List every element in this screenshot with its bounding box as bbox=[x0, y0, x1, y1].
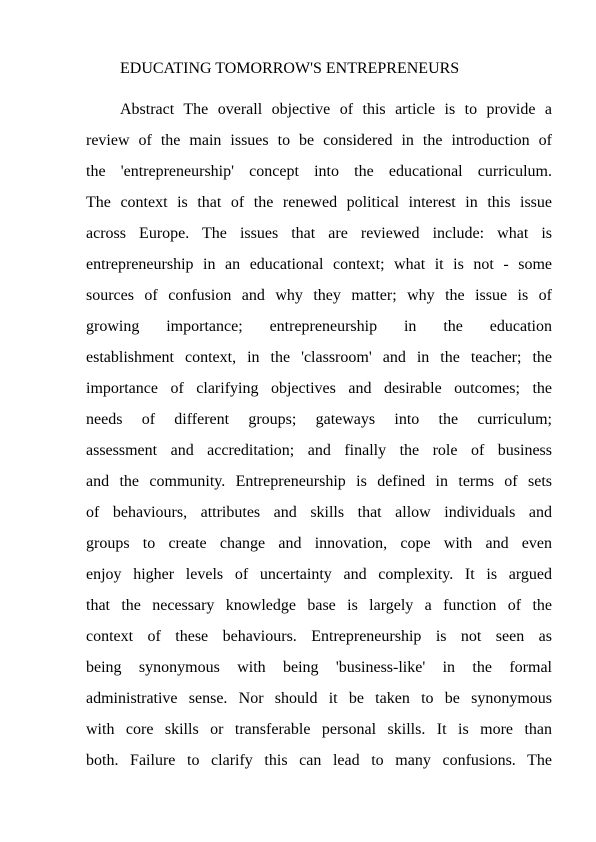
text-line: administrative sense. Nor should it be taken to be synonymous bbox=[86, 690, 552, 707]
text-line: sources of confusion and why they matter; why the issue is of bbox=[86, 287, 552, 304]
text-line: and the community. Entrepreneurship is defined in terms of sets bbox=[86, 473, 552, 490]
document-title: EDUCATING TOMORROW'S ENTREPRENEURS bbox=[120, 60, 460, 77]
text-line: enjoy higher levels of uncertainty and complexity. It is argued bbox=[86, 566, 552, 583]
text-line: groups to create change and innovation, cope with and even bbox=[86, 535, 552, 552]
text-line: importance of clarifying objectives and desirable outcomes; the bbox=[86, 380, 552, 397]
text-line: entrepreneurship in an educational context; what it is not - some bbox=[86, 256, 552, 273]
text-line: context of these behaviours. Entrepreneurship is not seen as bbox=[86, 628, 552, 645]
text-line: needs of different groups; gateways into the curriculum; bbox=[86, 411, 552, 428]
text-line: that the necessary knowledge base is largely a function of the bbox=[86, 597, 552, 614]
text-line: of behaviours, attributes and skills that allow individuals and bbox=[86, 504, 552, 521]
text-line: being synonymous with being 'business-like' in the formal bbox=[86, 659, 552, 676]
text-line: The context is that of the renewed political interest in this issue bbox=[86, 194, 552, 211]
text-line: establishment context, in the 'classroom' and in the teacher; the bbox=[86, 349, 552, 366]
text-line: review of the main issues to be considered in the introduction of bbox=[86, 132, 552, 149]
text-line: the 'entrepreneurship' concept into the educational curriculum. bbox=[86, 163, 552, 180]
text-line: growing importance; entrepreneurship in the education bbox=[86, 318, 552, 335]
text-line: with core skills or transferable personal skills. It is more than bbox=[86, 721, 552, 738]
text-line: assessment and accreditation; and finally the role of business bbox=[86, 442, 552, 459]
abstract-paragraph bbox=[86, 94, 552, 776]
text-line: both. Failure to clarify this can lead to many confusions. The bbox=[86, 752, 552, 769]
text-line: across Europe. The issues that are reviewed include: what is bbox=[86, 225, 552, 242]
text-line: Abstract The overall objective of this article is to provide a bbox=[120, 101, 552, 118]
